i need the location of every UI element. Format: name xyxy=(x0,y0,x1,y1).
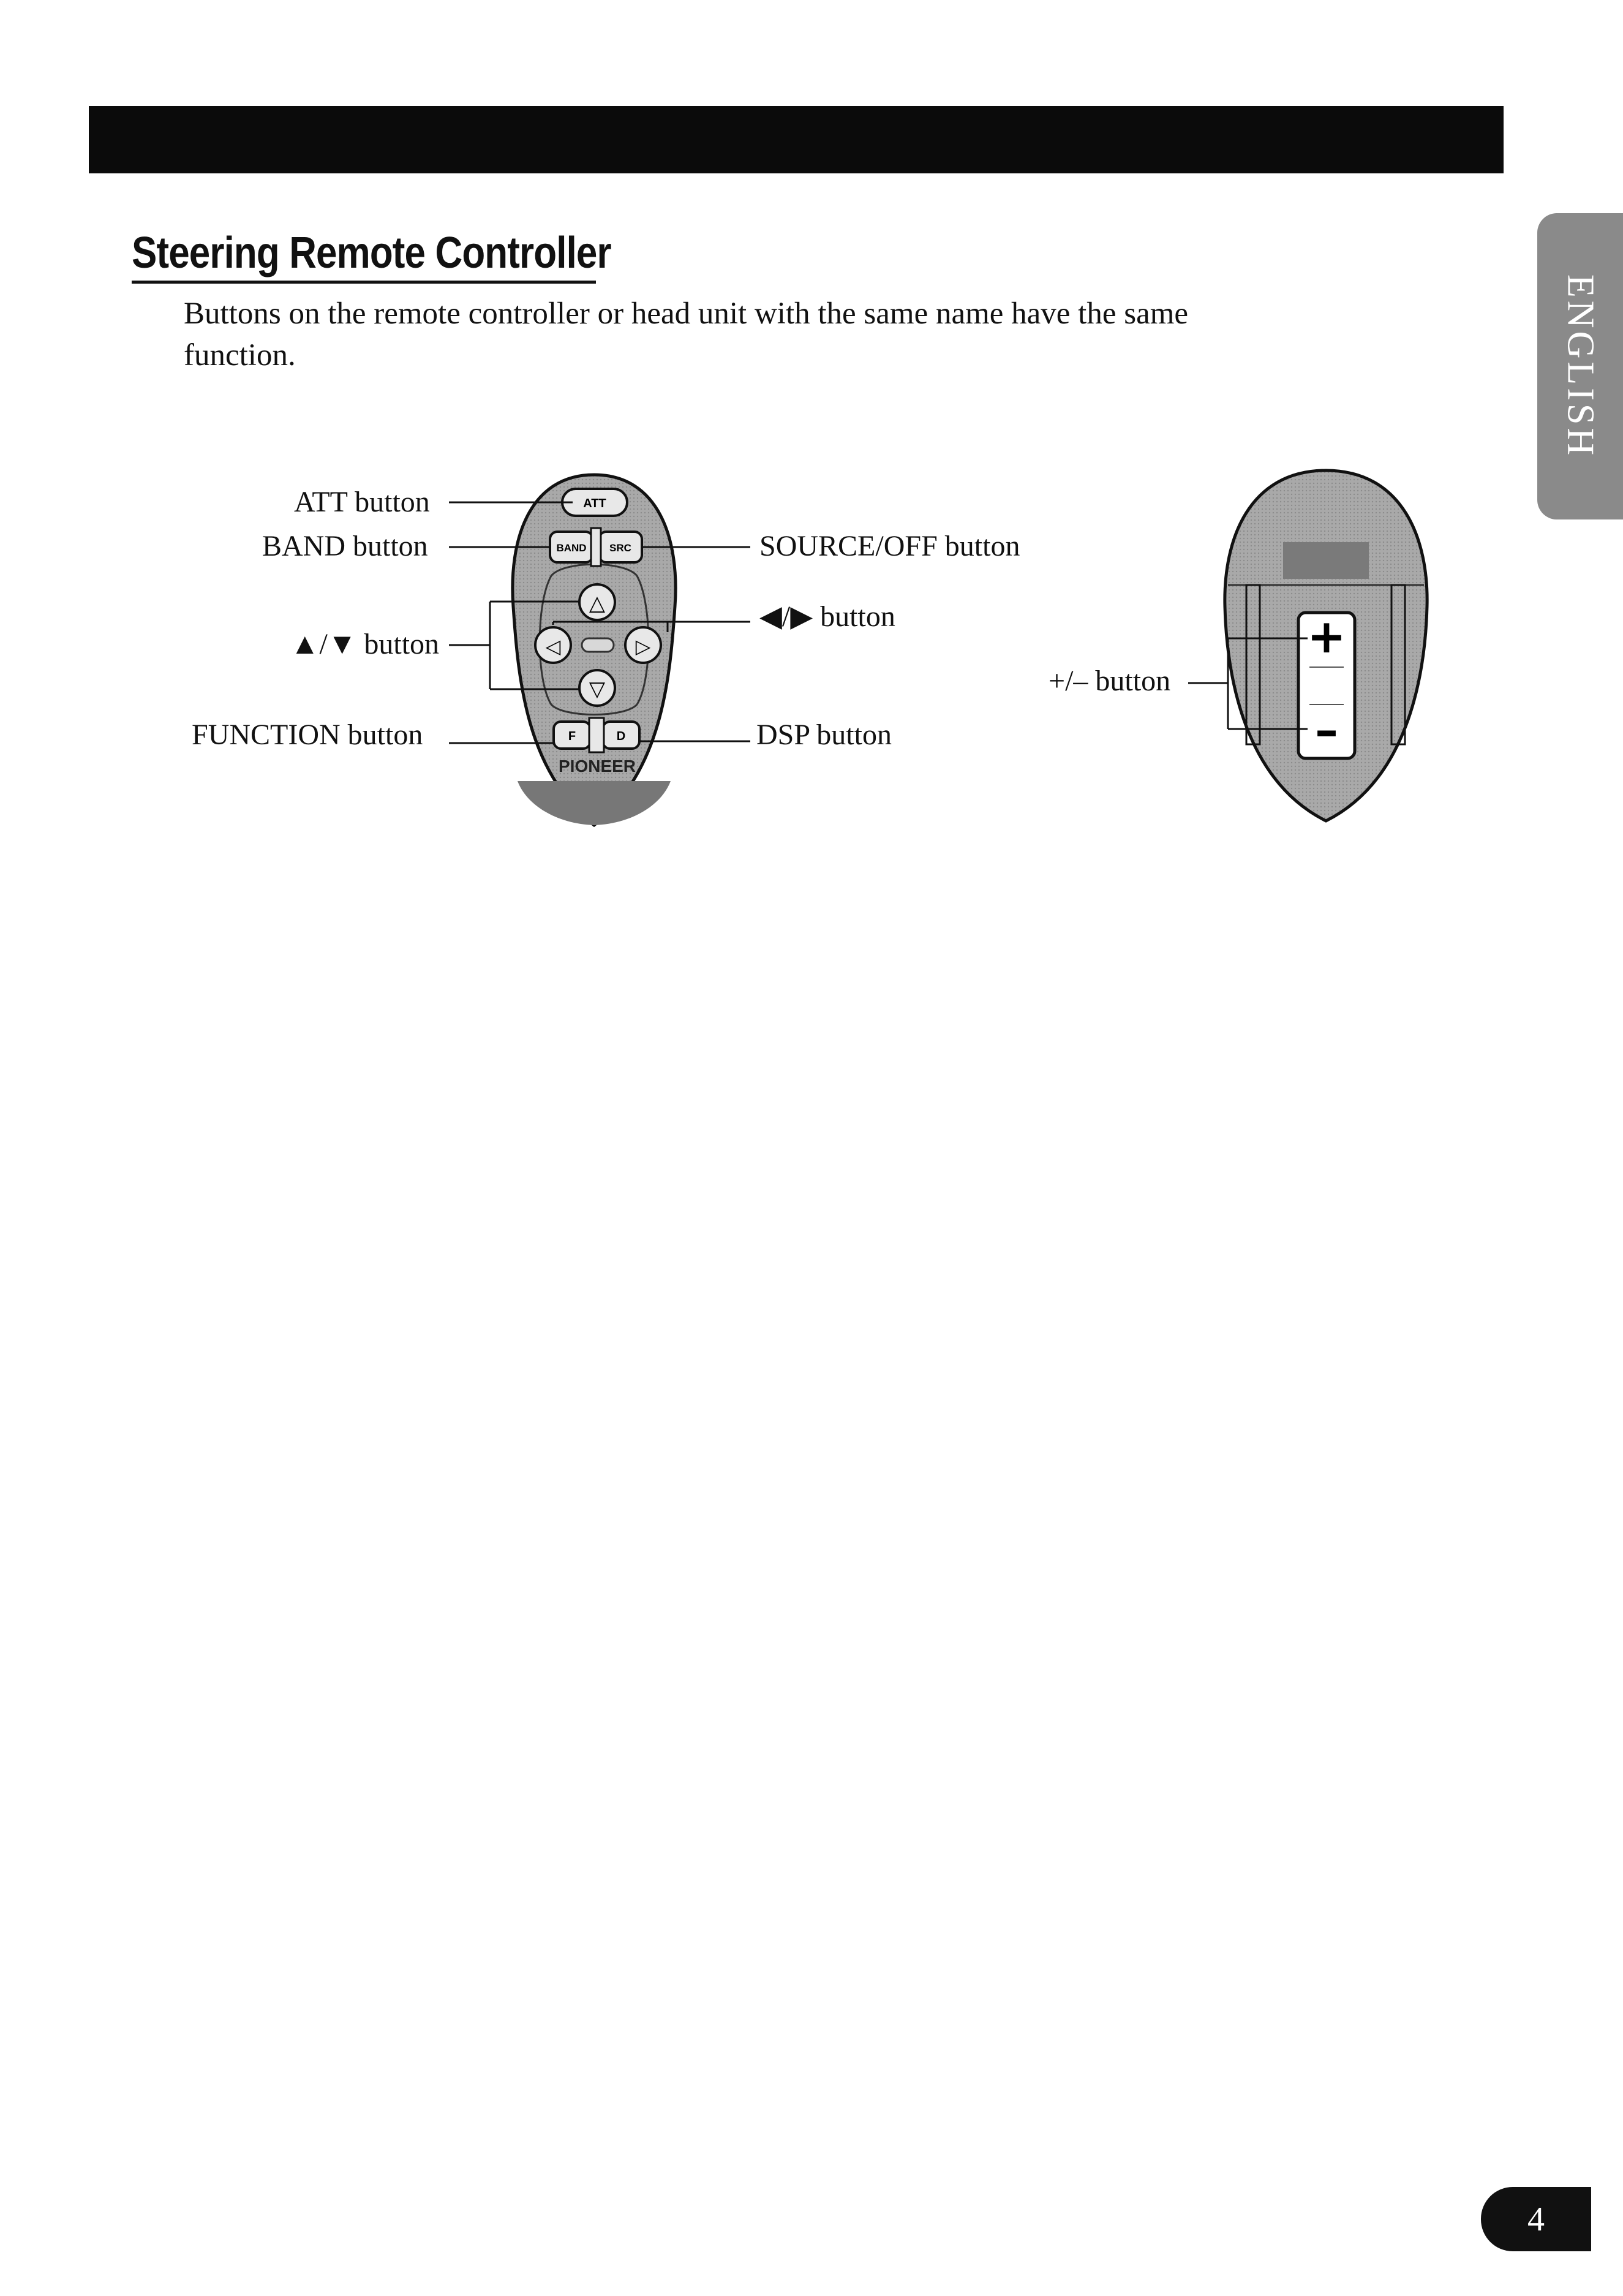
brand-logo-text: PIONEER xyxy=(558,757,636,776)
att-key-label: ATT xyxy=(583,497,606,510)
left-right-button-label: ◀/▶ button xyxy=(759,600,895,633)
down-key[interactable] xyxy=(579,670,615,706)
language-tab-label: ENGLISH xyxy=(1559,274,1602,459)
band-key-label: BAND xyxy=(556,542,587,554)
function-button-label: FUNCTION button xyxy=(192,719,423,751)
remote-back-view xyxy=(1225,470,1427,821)
right-key-label: ▷ xyxy=(635,635,651,658)
source-off-button-label: SOURCE/OFF button xyxy=(759,530,1020,562)
remote-front-view xyxy=(513,475,676,825)
center-key[interactable] xyxy=(582,638,614,652)
minus-symbol: – xyxy=(1315,703,1338,757)
att-button-label: ATT button xyxy=(294,486,430,518)
d-key[interactable] xyxy=(603,722,639,749)
left-key[interactable] xyxy=(535,627,571,663)
up-key-label: △ xyxy=(589,591,606,616)
d-key-label: D xyxy=(616,730,626,743)
plus-minus-button-label: +/– button xyxy=(1049,665,1171,697)
band-key[interactable] xyxy=(550,532,593,562)
up-key[interactable] xyxy=(579,584,615,620)
band-button-label: BAND button xyxy=(262,530,428,562)
plus-symbol: + xyxy=(1307,609,1346,663)
up-down-button-label: ▲/▼ button xyxy=(290,628,440,660)
left-key-label: ◁ xyxy=(545,635,561,658)
down-key-label: ▽ xyxy=(589,677,606,701)
remote-front-lower-panel xyxy=(518,781,671,825)
section-title: Steering Remote Controller xyxy=(132,228,611,278)
src-key-label: SRC xyxy=(609,542,631,554)
band-src-divider xyxy=(591,528,601,566)
f-key[interactable] xyxy=(554,722,590,749)
right-key[interactable] xyxy=(625,627,661,663)
intro-text: Buttons on the remote controller or head unit with the same name have the same function. xyxy=(184,296,1189,372)
page-number: 4 xyxy=(1481,2187,1591,2251)
back-top-window xyxy=(1283,542,1369,579)
dsp-button-label: DSP button xyxy=(756,719,892,751)
src-key[interactable] xyxy=(599,532,642,562)
f-key-label: F xyxy=(568,730,576,743)
f-d-divider xyxy=(589,718,604,752)
